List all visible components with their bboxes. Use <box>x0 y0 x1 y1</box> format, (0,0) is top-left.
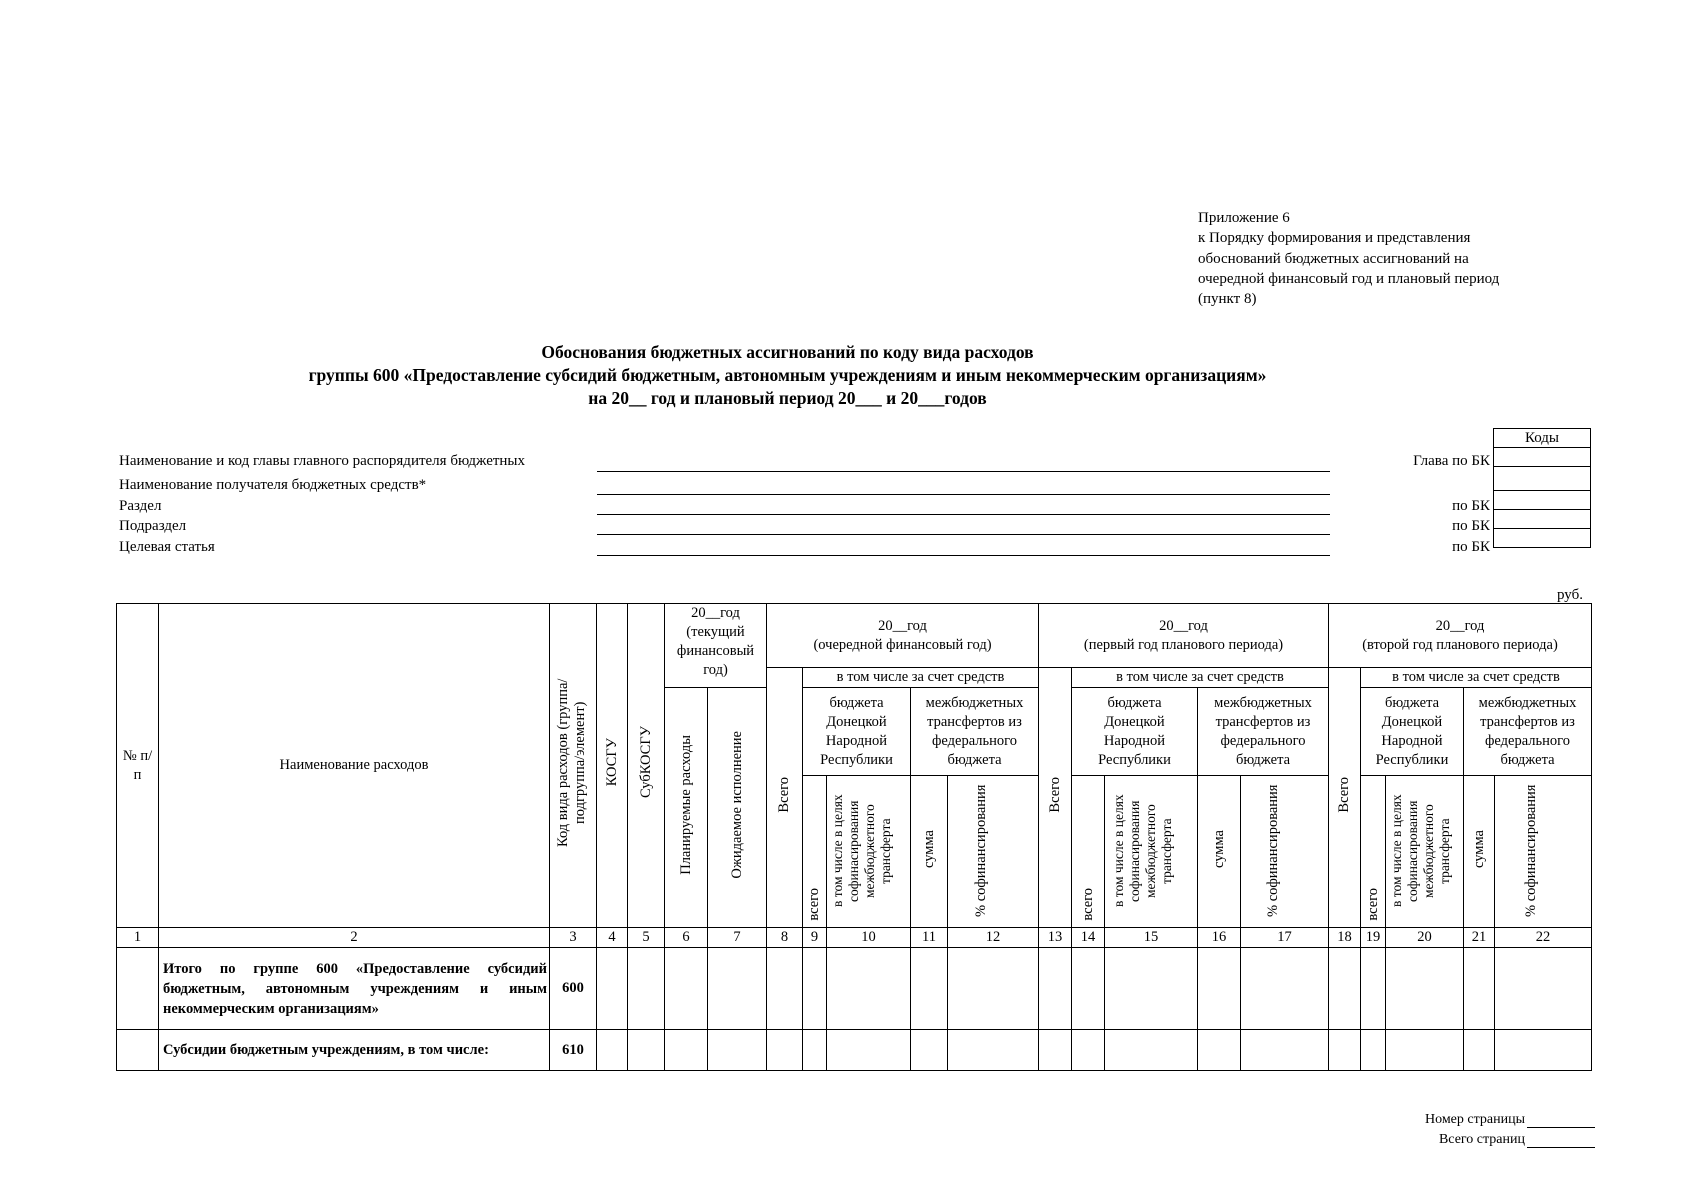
col-number: 6 <box>665 928 708 948</box>
cell[interactable] <box>1495 948 1592 1030</box>
table-row <box>117 948 1592 1030</box>
codes-box <box>1493 428 1591 548</box>
header-mbt-y2: межбюджетных трансфертов из федерального бюджета <box>1198 688 1329 776</box>
cell[interactable] <box>948 948 1039 1030</box>
appendix-line: (пункт 8) <box>1198 291 1257 308</box>
header-pct-y2 <box>1241 776 1329 928</box>
header-year2-sub: (первый год планового периода) <box>1083 636 1284 653</box>
cell[interactable] <box>1495 1030 1592 1071</box>
cell[interactable] <box>1072 948 1105 1030</box>
col-number: 22 <box>1495 928 1592 948</box>
col-number: 19 <box>1361 928 1386 948</box>
codes-label-podrazdel: по БК <box>1452 518 1490 534</box>
header-cofin-y3-text: в том числе в целях софинасирования межбюджетного трансферта <box>1388 794 1452 908</box>
header-mbt-y1: межбюджетных трансфертов из федерального бюджета <box>911 688 1039 776</box>
header-cofin-y2-text: в том числе в целях софинасирования межбюджетного трансферта <box>1111 794 1174 908</box>
header-year3-label: 20__год <box>1435 617 1485 634</box>
header-summa-y2-text: сумма <box>1210 829 1227 868</box>
document-title <box>0 341 1575 410</box>
cell[interactable] <box>1105 948 1198 1030</box>
footer-page-number-label: Номер страницы <box>1424 1112 1525 1127</box>
field-line-razdel[interactable] <box>597 514 1330 515</box>
cell[interactable] <box>1361 1030 1386 1071</box>
col-number: 20 <box>1386 928 1464 948</box>
col-number: 10 <box>827 928 911 948</box>
col-number: 13 <box>1039 928 1072 948</box>
header-budget-y1: бюджета Донецкой Народной Республики <box>803 688 911 776</box>
header-pct-y1 <box>948 776 1039 928</box>
col-number: 11 <box>911 928 948 948</box>
cell[interactable] <box>597 1030 628 1071</box>
header-summa-y1 <box>911 776 948 928</box>
header-kosgu <box>597 604 628 928</box>
unit-label: руб. <box>1557 587 1583 603</box>
header-year2 <box>1039 604 1329 668</box>
header-cofin-y1-text: в том числе в целях софинасирования межбюджетного трансферта <box>829 794 893 908</box>
footer-pages-total-label: Всего страниц <box>1438 1132 1525 1147</box>
header-pct-y1-text: % софинансирования <box>973 784 989 918</box>
header-summa-y3-text: сумма <box>1470 829 1487 868</box>
col-number: 12 <box>948 928 1039 948</box>
header-summa-y3 <box>1464 776 1495 928</box>
header-planned <box>665 688 708 928</box>
col-number: 8 <box>767 928 803 948</box>
header-year1-label: 20__год <box>878 617 927 634</box>
cell[interactable] <box>117 1030 159 1071</box>
cell[interactable] <box>117 948 159 1030</box>
cell[interactable] <box>1464 948 1495 1030</box>
field-line-podrazdel[interactable] <box>597 534 1330 535</box>
header-vsego-y2 <box>1072 776 1105 928</box>
cell[interactable] <box>767 948 803 1030</box>
appendix-block <box>1198 208 1499 309</box>
cell[interactable] <box>911 948 948 1030</box>
col-number: 9 <box>803 928 827 948</box>
col-number: 14 <box>1072 928 1105 948</box>
header-total-y2 <box>1039 668 1072 928</box>
cell[interactable] <box>948 1030 1039 1071</box>
cell[interactable] <box>1386 948 1464 1030</box>
field-line-celevaya[interactable] <box>597 555 1330 556</box>
cell[interactable] <box>708 948 767 1030</box>
header-year3 <box>1329 604 1592 668</box>
header-current-year-text: 20__год (текущий финансовый год) <box>676 605 755 678</box>
table-row <box>117 1030 1592 1071</box>
cell[interactable] <box>597 948 628 1030</box>
header-vsego-y3-text: всего <box>1364 888 1381 921</box>
cell[interactable] <box>1361 948 1386 1030</box>
appendix-line: к Порядку формирования и представления <box>1198 230 1471 247</box>
header-cofin-y1 <box>827 776 911 928</box>
field-label-glava: Наименование и код главы главного распорядителя бюджетных <box>119 453 526 469</box>
cell[interactable] <box>1198 948 1241 1030</box>
header-planned-text: Планируемые расходы <box>677 734 694 875</box>
header-total-y1 <box>767 668 803 928</box>
title-line: группы 600 «Предоставление субсидий бюджетным, автономным учреждениям и иным некоммерческим организациям» <box>308 365 1267 385</box>
header-vsego-y1-text: всего <box>806 888 822 921</box>
col-number: 17 <box>1241 928 1329 948</box>
cell[interactable] <box>1464 1030 1495 1071</box>
header-cofin-y2 <box>1105 776 1198 928</box>
header-total-y3-text: Всего <box>1336 776 1352 813</box>
cell[interactable] <box>827 948 911 1030</box>
header-total-y3 <box>1329 668 1361 928</box>
header-subkosgu <box>628 604 665 928</box>
row-name-total-600: Итого по группе 600 «Предоставление субсидий бюджетным, автономным учреждениям и иным некоммерческим организациям» <box>159 948 550 1030</box>
header-num-text: № п/п <box>122 747 153 783</box>
header-vsego-y3 <box>1361 776 1386 928</box>
header-name: Наименование расходов <box>159 604 550 928</box>
cell[interactable] <box>1386 1030 1464 1071</box>
col-number: 18 <box>1329 928 1361 948</box>
column-number-row <box>117 928 1592 948</box>
cell[interactable] <box>1105 1030 1198 1071</box>
col-number: 16 <box>1198 928 1241 948</box>
header-summa-y1-text: сумма <box>920 829 937 868</box>
col-number: 3 <box>550 928 597 948</box>
header-vsego-y2-text: всего <box>1079 888 1096 921</box>
cell[interactable] <box>665 948 708 1030</box>
cell[interactable] <box>1039 948 1072 1030</box>
header-pct-y3 <box>1495 776 1592 928</box>
header-cofin-y3 <box>1386 776 1464 928</box>
codes-label-razdel: по БК <box>1452 498 1490 514</box>
col-number: 5 <box>628 928 665 948</box>
col-number: 2 <box>159 928 550 948</box>
header-total-y1-text: Всего <box>776 776 792 813</box>
header-year1-sub: (очередной финансовый год) <box>813 636 992 653</box>
title-line: Обоснования бюджетных ассигнований по коду вида расходов <box>541 342 1034 362</box>
field-label-celevaya: Целевая статья <box>119 539 215 555</box>
cell[interactable] <box>1329 1030 1361 1071</box>
footer-pages-total-line[interactable] <box>1527 1147 1595 1148</box>
field-line-recipient[interactable] <box>597 494 1330 495</box>
cell[interactable] <box>803 948 827 1030</box>
row-code-610: 610 <box>550 1030 597 1071</box>
col-number: 7 <box>708 928 767 948</box>
header-subkosgu-text: СубКОСГУ <box>637 726 654 799</box>
codes-label-glava: Глава по БК <box>1413 453 1490 469</box>
header-kvr <box>550 604 597 928</box>
cell[interactable] <box>803 1030 827 1071</box>
cell[interactable] <box>827 1030 911 1071</box>
header-incl-y2: в том числе за счет средств <box>1072 668 1329 688</box>
footer-page-number-line[interactable] <box>1527 1127 1595 1128</box>
col-number: 1 <box>117 928 159 948</box>
code-cell-razdel[interactable] <box>1494 491 1591 510</box>
header-year1 <box>767 604 1039 668</box>
header-budget-y2: бюджета Донецкой Народной Республики <box>1072 688 1198 776</box>
row-name-610: Субсидии бюджетным учреждениям, в том числе: <box>159 1030 550 1071</box>
header-year2-label: 20__год <box>1159 617 1208 634</box>
header-incl-y3: в том числе за счет средств <box>1361 668 1592 688</box>
header-current-year <box>665 604 767 688</box>
appendix-line: Приложение 6 <box>1198 210 1290 226</box>
cell[interactable] <box>628 1030 665 1071</box>
header-kvr-text: Код вида расходов (группа/подгруппа/элемент) <box>555 678 588 847</box>
cell[interactable] <box>1241 948 1329 1030</box>
header-incl-y1: в том числе за счет средств <box>803 668 1039 688</box>
header-expected-text: Ожидаемое исполнение <box>728 730 745 879</box>
col-number: 4 <box>597 928 628 948</box>
cell[interactable] <box>1241 1030 1329 1071</box>
header-summa-y2 <box>1198 776 1241 928</box>
codes-label-celevaya: по БК <box>1452 539 1490 555</box>
field-line-glava[interactable] <box>597 471 1330 472</box>
field-label-razdel: Раздел <box>119 498 162 514</box>
header-budget-y3: бюджета Донецкой Народной Республики <box>1361 688 1464 776</box>
header-kosgu-text: КОСГУ <box>603 738 620 787</box>
cell[interactable] <box>1072 1030 1105 1071</box>
code-cell-podrazdel[interactable] <box>1494 510 1591 529</box>
codes-header: Коды <box>1494 429 1591 448</box>
header-vsego-y1 <box>803 776 827 928</box>
budget-table <box>116 603 1592 1071</box>
cell[interactable] <box>1329 948 1361 1030</box>
row-code-600: 600 <box>550 948 597 1030</box>
col-number: 21 <box>1464 928 1495 948</box>
code-cell-celevaya[interactable] <box>1494 529 1591 548</box>
appendix-line: очередной финансовый год и плановый период <box>1198 270 1500 287</box>
field-label-recipient: Наименование получателя бюджетных средств* <box>119 477 427 493</box>
cell[interactable] <box>1198 1030 1241 1071</box>
cell[interactable] <box>665 1030 708 1071</box>
header-mbt-y3: межбюджетных трансфертов из федерального бюджета <box>1464 688 1592 776</box>
title-line: на 20__ год и плановый период 20___ и 20___годов <box>588 388 987 408</box>
code-cell-recipient[interactable] <box>1494 467 1591 491</box>
cell[interactable] <box>1039 1030 1072 1071</box>
col-number: 15 <box>1105 928 1198 948</box>
header-num <box>117 604 159 928</box>
header-pct-y3-text: % софинансирования <box>1523 784 1539 918</box>
header-year3-sub: (второй год планового периода) <box>1362 636 1558 653</box>
field-label-podrazdel: Подраздел <box>119 518 187 534</box>
header-pct-y2-text: % софинансирования <box>1264 784 1281 918</box>
header-total-y2-text: Всего <box>1046 776 1063 813</box>
header-expected <box>708 688 767 928</box>
cell[interactable] <box>767 1030 803 1071</box>
cell[interactable] <box>708 1030 767 1071</box>
cell[interactable] <box>628 948 665 1030</box>
code-cell-glava[interactable] <box>1494 448 1591 467</box>
cell[interactable] <box>911 1030 948 1071</box>
appendix-line: обоснований бюджетных ассигнований на <box>1198 250 1469 267</box>
